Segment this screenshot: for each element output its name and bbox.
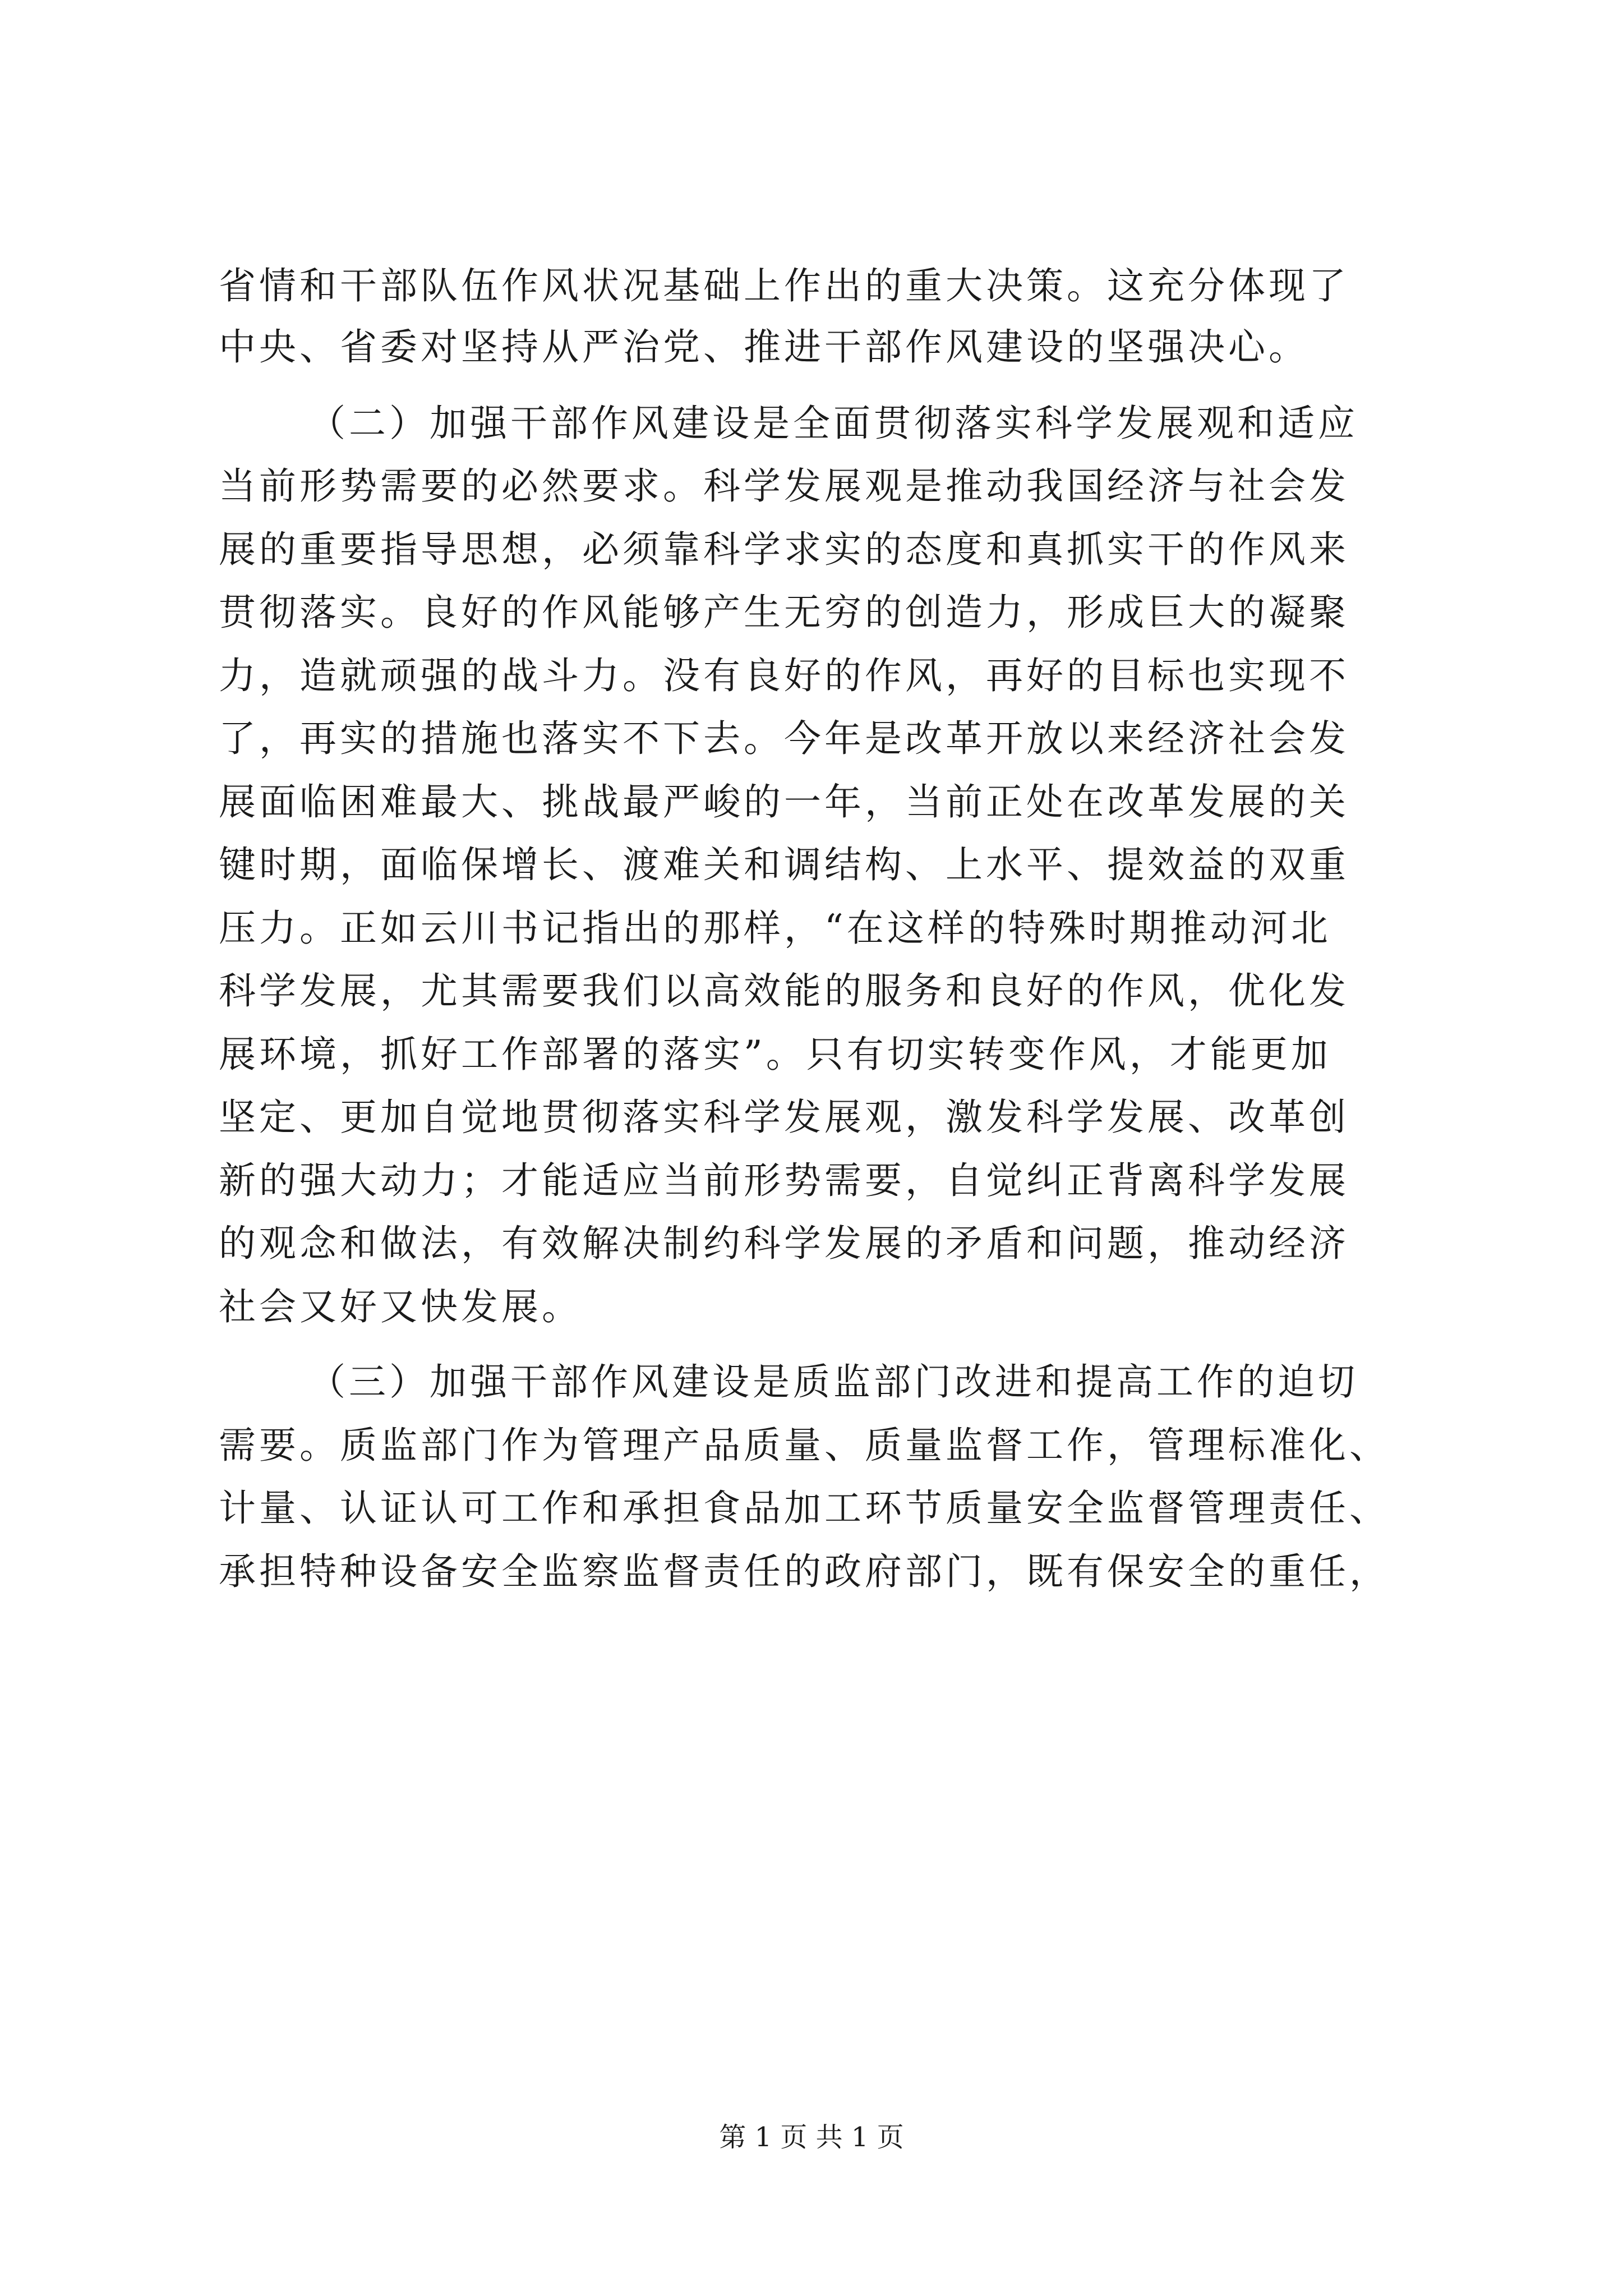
body-text-line: 压力。正如云川书记指出的那样，“在这样的特殊时期推动河北 — [219, 907, 1331, 950]
body-text-line: 需要。质监部门作为管理产品质量、质量监督工作，管理标准化、 — [219, 1424, 1390, 1467]
body-text-line: 了，再实的措施也落实不下去。今年是改革开放以来经济社会发 — [219, 717, 1349, 760]
body-text-line: 展面临困难最大、挑战最严峻的一年，当前正处在改革发展的关 — [219, 780, 1349, 823]
body-text-line: 展环境，抓好工作部署的落实”。只有切实转变作风，才能更加 — [219, 1033, 1331, 1076]
body-text-line: 科学发展，尤其需要我们以高效能的服务和良好的作风，优化发 — [219, 969, 1349, 1013]
paragraph-heading-3: （三）加强干部作风建设是质监部门改进和提高工作的迫切 — [308, 1360, 1358, 1404]
body-text-line: 展的重要指导思想，必须靠科学求实的态度和真抓实干的作风来 — [219, 528, 1349, 571]
body-text-line: 计量、认证认可工作和承担食品加工环节质量安全监督管理责任、 — [219, 1487, 1390, 1530]
body-text-line: 省情和干部队伍作风状况基础上作出的重大决策。这充分体现了 — [219, 264, 1349, 307]
body-text-line: 新的强大动力；才能适应当前形势需要，自觉纠正背离科学发展 — [219, 1159, 1349, 1202]
body-text-line: 当前形势需要的必然要求。科学发展观是推动我国经济与社会发 — [219, 464, 1349, 508]
body-text-line: 贯彻落实。良好的作风能够产生无穷的创造力，形成巨大的凝聚 — [219, 591, 1349, 634]
body-text-line: 中央、省委对坚持从严治党、推进干部作风建设的坚强决心。 — [219, 325, 1309, 369]
body-text-line: 坚定、更加自觉地贯彻落实科学发展观，激发科学发展、改革创 — [219, 1096, 1349, 1139]
body-text-line: 的观念和做法，有效解决制约科学发展的矛盾和问题，推动经济 — [219, 1222, 1349, 1265]
body-text-line: 力，造就顽强的战斗力。没有良好的作风，再好的目标也实现不 — [219, 654, 1349, 697]
paragraph-heading-2: （二）加强干部作风建设是全面贯彻落实科学发展观和适应 — [308, 402, 1358, 445]
body-text-line: 键时期，面临保增长、渡难关和调结构、上水平、提效益的双重 — [219, 843, 1349, 886]
body-text-line: 承担特种设备安全监察监督责任的政府部门，既有保安全的重任， — [219, 1550, 1390, 1593]
body-text-line: 社会又好又快发展。 — [219, 1285, 582, 1328]
page-footer: 第 1 页 共 1 页 — [719, 2122, 904, 2153]
